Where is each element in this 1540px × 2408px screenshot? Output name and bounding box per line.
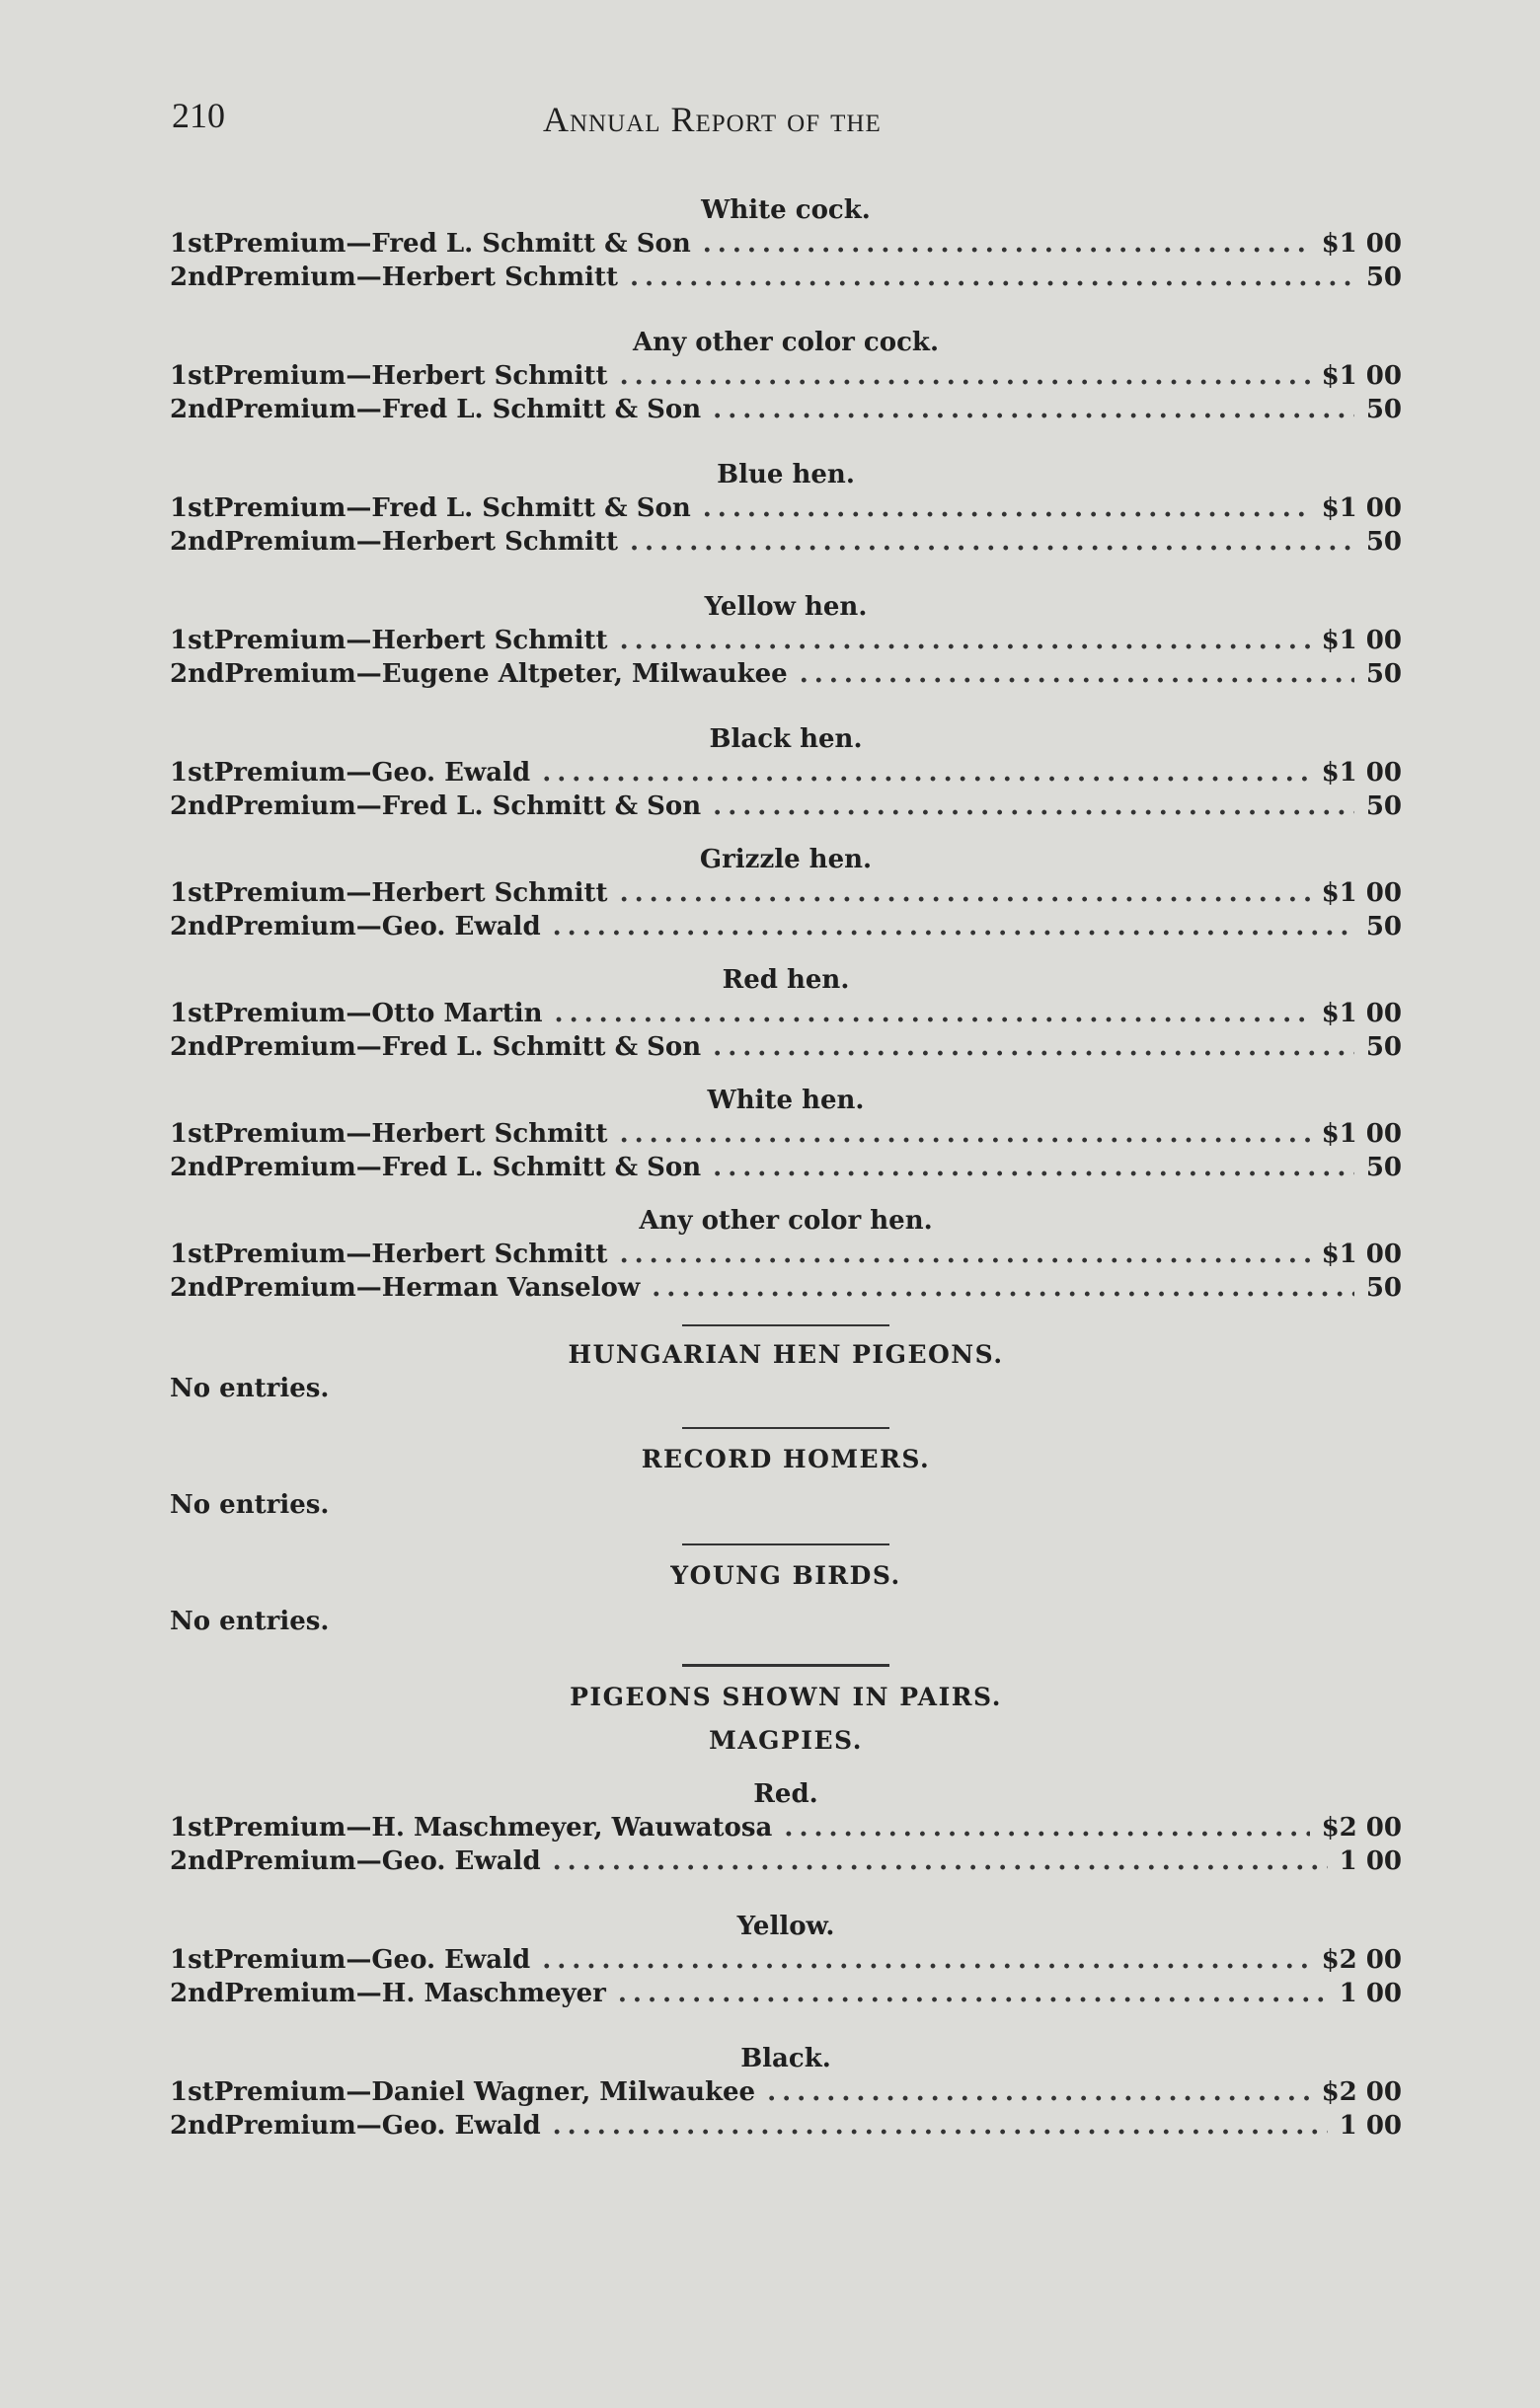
place: 1st <box>170 361 214 391</box>
dot-leader <box>713 393 1354 426</box>
award-row <box>170 1117 1402 1151</box>
place: 2nd <box>170 527 225 557</box>
place: 1st <box>170 1119 214 1149</box>
place: 1st <box>170 1813 214 1843</box>
place: 2nd <box>170 263 225 292</box>
running-title: Annual Report of the <box>543 100 882 139</box>
amount: 50 <box>1365 395 1402 424</box>
category-title: Red. <box>753 1779 818 1809</box>
award-row <box>170 910 1402 943</box>
divider-rule <box>682 1427 889 1429</box>
section-block <box>170 1543 1402 1638</box>
dot-leader <box>630 525 1354 559</box>
category-title: Any other color cock. <box>633 328 939 357</box>
award-label: Premium—Eugene Altpeter, Milwaukee <box>224 659 788 689</box>
category-title: White cock. <box>701 195 871 225</box>
place: 1st <box>170 626 214 655</box>
section-title: HUNGARIAN HEN PIGEONS. <box>568 1340 1004 1369</box>
award-label: Premium—Herbert Schmitt <box>213 878 608 908</box>
award-block <box>170 590 1402 691</box>
award-label: Premium—Geo. Ewald <box>224 2111 541 2141</box>
award-row <box>170 1151 1402 1184</box>
amount: 50 <box>1365 912 1402 941</box>
award-row <box>170 2075 1402 2109</box>
section-title: PIGEONS SHOWN IN PAIRS. <box>570 1683 1002 1711</box>
dot-leader <box>703 491 1310 525</box>
award-row <box>170 790 1402 823</box>
award-row <box>170 2109 1402 2143</box>
category-title: Blue hen. <box>717 460 855 489</box>
category-title: Black. <box>740 2044 831 2073</box>
section-title: RECORD HOMERS. <box>641 1445 931 1473</box>
amount: $1 00 <box>1321 1119 1402 1149</box>
no-entries-note: No entries. <box>170 1374 330 1403</box>
award-row <box>170 1943 1402 1977</box>
dot-leader <box>542 1943 1309 1977</box>
award-label: Premium—H. Maschmeyer <box>224 1979 606 2008</box>
award-block <box>170 2042 1402 2143</box>
dot-leader <box>652 1271 1354 1305</box>
award-row <box>170 1811 1402 1844</box>
dot-leader <box>620 624 1310 657</box>
award-block <box>170 458 1402 559</box>
award-row <box>170 624 1402 657</box>
award-label: Premium—Fred L. Schmitt & Son <box>224 395 702 424</box>
award-label: Premium—Herbert Schmitt <box>213 1240 608 1269</box>
award-label: Premium—Geo. Ewald <box>224 1846 541 1876</box>
category-title: Yellow. <box>736 1912 835 1941</box>
section-block <box>170 1324 1402 1405</box>
dot-leader <box>630 261 1354 294</box>
award-row <box>170 876 1402 910</box>
amount: 1 00 <box>1339 1846 1402 1876</box>
award-label: Premium—Otto Martin <box>213 999 543 1028</box>
award-row <box>170 1977 1402 2010</box>
amount: $1 00 <box>1321 999 1402 1028</box>
amount: $1 00 <box>1321 758 1402 788</box>
award-row <box>170 1030 1402 1064</box>
amount: $1 00 <box>1321 1240 1402 1269</box>
place: 1st <box>170 2077 214 2107</box>
amount: 50 <box>1365 791 1402 821</box>
dot-leader <box>618 1977 1328 2010</box>
place: 2nd <box>170 1979 225 2008</box>
award-row <box>170 1271 1402 1305</box>
award-label: Premium—Daniel Wagner, Milwaukee <box>213 2077 756 2107</box>
dot-leader <box>713 1030 1354 1064</box>
dot-leader <box>767 2075 1310 2109</box>
award-label: Premium—Geo. Ewald <box>224 912 541 941</box>
dot-leader <box>713 1151 1354 1184</box>
dot-leader <box>713 790 1354 823</box>
award-block <box>170 963 1402 1064</box>
award-label: Premium—H. Maschmeyer, Wauwatosa <box>213 1813 773 1843</box>
place: 2nd <box>170 912 225 941</box>
award-row <box>170 1238 1402 1271</box>
amount: $2 00 <box>1321 1813 1402 1843</box>
category-title: Grizzle hen. <box>699 845 873 874</box>
subsection-title: MAGPIES. <box>709 1726 863 1755</box>
award-block <box>170 1084 1402 1184</box>
award-label: Premium—Fred L. Schmitt & Son <box>213 229 691 259</box>
section-title: YOUNG BIRDS. <box>670 1561 901 1590</box>
amount: $2 00 <box>1321 2077 1402 2107</box>
dot-leader <box>620 1117 1310 1151</box>
category-title: White hen. <box>707 1086 865 1115</box>
award-label: Premium—Herbert Schmitt <box>224 263 618 292</box>
place: 1st <box>170 1240 214 1269</box>
divider-rule <box>682 1543 889 1545</box>
dot-leader <box>800 657 1354 691</box>
amount: 50 <box>1365 1153 1402 1182</box>
no-entries-note: No entries. <box>170 1490 330 1520</box>
award-block <box>170 193 1402 294</box>
award-block <box>170 1910 1402 2010</box>
place: 2nd <box>170 1846 225 1876</box>
award-block <box>170 843 1402 943</box>
pairs-section <box>170 1664 1402 2143</box>
page-content <box>170 193 1402 2143</box>
award-row <box>170 491 1402 525</box>
category-title: Yellow hen. <box>704 592 868 622</box>
divider-rule <box>682 1664 889 1667</box>
amount: 50 <box>1365 659 1402 689</box>
amount: $1 00 <box>1321 493 1402 523</box>
amount: 50 <box>1365 263 1402 292</box>
amount: $1 00 <box>1321 878 1402 908</box>
award-row <box>170 261 1402 294</box>
amount: $2 00 <box>1321 1945 1402 1975</box>
place: 2nd <box>170 2111 225 2141</box>
amount: 50 <box>1365 1032 1402 1062</box>
divider-rule <box>682 1324 889 1326</box>
no-entries-note: No entries. <box>170 1607 330 1636</box>
place: 2nd <box>170 1032 225 1062</box>
amount: 1 00 <box>1339 2111 1402 2141</box>
category-title: Black hen. <box>709 724 863 754</box>
award-row <box>170 525 1402 559</box>
award-label: Premium—Herbert Schmitt <box>213 1119 608 1149</box>
place: 1st <box>170 229 214 259</box>
place: 1st <box>170 758 214 788</box>
dot-leader <box>555 997 1310 1030</box>
amount: 50 <box>1365 527 1402 557</box>
award-row <box>170 359 1402 393</box>
dot-leader <box>542 756 1309 790</box>
dot-leader <box>620 359 1310 393</box>
category-title: Any other color hen. <box>639 1206 933 1236</box>
award-label: Premium—Geo. Ewald <box>213 1945 531 1975</box>
award-row <box>170 756 1402 790</box>
award-label: Premium—Herbert Schmitt <box>213 361 608 391</box>
award-label: Premium—Geo. Ewald <box>213 758 531 788</box>
dot-leader <box>620 876 1310 910</box>
award-label: Premium—Fred L. Schmitt & Son <box>224 1153 702 1182</box>
section-block <box>170 1427 1402 1522</box>
page-header <box>168 95 1402 154</box>
place: 1st <box>170 999 214 1028</box>
award-label: Premium—Fred L. Schmitt & Son <box>224 791 702 821</box>
award-row <box>170 657 1402 691</box>
dot-leader <box>553 2109 1328 2143</box>
award-label: Premium—Herbert Schmitt <box>224 527 618 557</box>
place: 1st <box>170 878 214 908</box>
award-label: Premium—Fred L. Schmitt & Son <box>224 1032 702 1062</box>
dot-leader <box>784 1811 1309 1844</box>
place: 2nd <box>170 1153 225 1182</box>
amount: 1 00 <box>1339 1979 1402 2008</box>
place: 1st <box>170 1945 214 1975</box>
amount: $1 00 <box>1321 626 1402 655</box>
award-block <box>170 1777 1402 1878</box>
award-row <box>170 997 1402 1030</box>
award-block <box>170 722 1402 823</box>
place: 2nd <box>170 791 225 821</box>
amount: $1 00 <box>1321 361 1402 391</box>
place: 2nd <box>170 395 225 424</box>
page-number: 210 <box>172 96 225 135</box>
award-label: Premium—Fred L. Schmitt & Son <box>213 493 691 523</box>
award-row <box>170 393 1402 426</box>
award-row <box>170 227 1402 261</box>
amount: 50 <box>1365 1273 1402 1303</box>
place: 1st <box>170 493 214 523</box>
dot-leader <box>553 1844 1328 1878</box>
award-label: Premium—Herbert Schmitt <box>213 626 608 655</box>
award-block <box>170 1204 1402 1305</box>
award-label: Premium—Herman Vanselow <box>224 1273 641 1303</box>
place: 2nd <box>170 659 225 689</box>
dot-leader <box>620 1238 1310 1271</box>
category-title: Red hen. <box>722 965 850 995</box>
place: 2nd <box>170 1273 225 1303</box>
dot-leader <box>703 227 1310 261</box>
amount: $1 00 <box>1321 229 1402 259</box>
award-row <box>170 1844 1402 1878</box>
dot-leader <box>553 910 1354 943</box>
award-block <box>170 326 1402 426</box>
